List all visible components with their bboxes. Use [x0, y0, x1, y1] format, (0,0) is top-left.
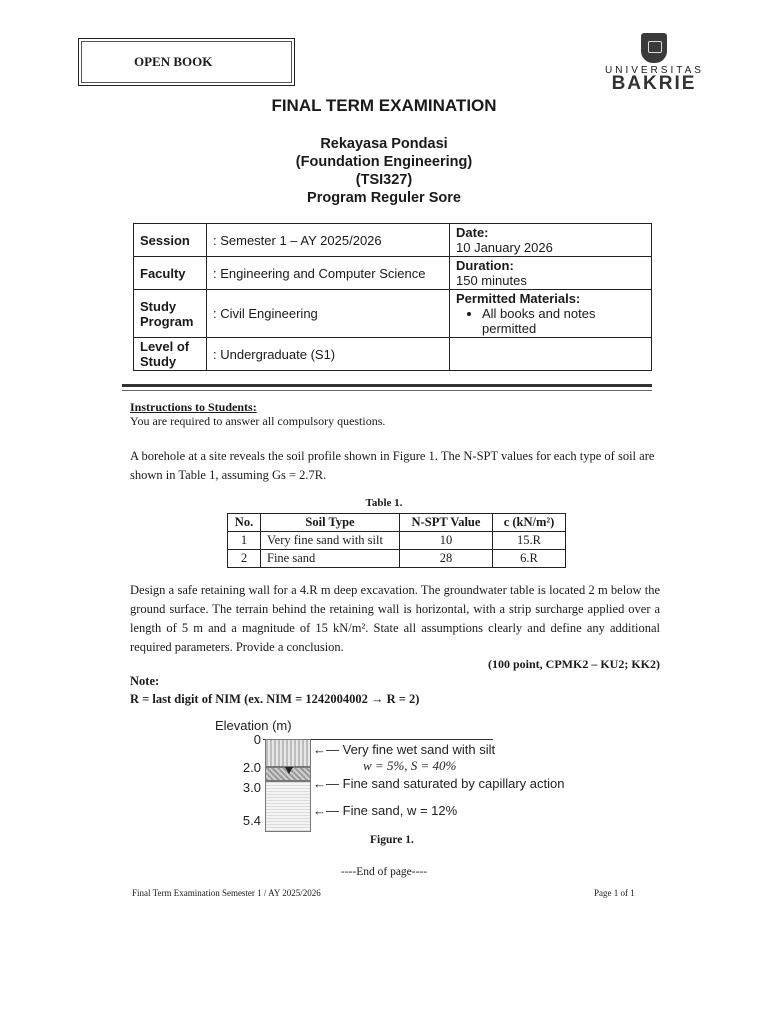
elevation-tick: 3.0 — [242, 780, 261, 795]
layer1-props: w = 5%, S = 40% — [363, 758, 457, 773]
duration-value: 150 minutes — [456, 273, 527, 288]
layer-fine-sand — [265, 781, 311, 832]
table-cell: Very fine sand with silt — [261, 532, 400, 550]
table-cell: 10 — [400, 532, 493, 550]
arrow-left-icon: ←— — [313, 776, 339, 791]
water-table-icon — [285, 767, 293, 774]
materials-cell — [450, 290, 652, 338]
table-row — [228, 532, 566, 550]
divider-thick — [122, 384, 652, 387]
level-value: : Undergraduate (S1) — [207, 338, 450, 371]
table-cell: 15.R — [493, 532, 566, 550]
session-label: Session — [134, 224, 207, 257]
layer1-text: Very fine wet sand with silt — [342, 742, 496, 757]
table-header: c (kN/m²) — [493, 514, 566, 532]
course-program: Program Reguler Sore — [307, 190, 461, 206]
layer2-text: Fine sand saturated by capillary action — [342, 776, 565, 791]
elevation-axis-label: Elevation (m) — [215, 718, 292, 733]
materials-label: Permitted Materials: — [456, 291, 581, 306]
layer3-text: Fine sand, w = 12% — [342, 803, 458, 818]
instructions-heading: Instructions to Students: — [130, 400, 257, 414]
faculty-label: Faculty — [134, 257, 207, 290]
course-code: (TSI327) — [355, 172, 413, 188]
course-name: Rekayasa Pondasi — [320, 136, 448, 152]
study-program-label: Study Program — [134, 290, 207, 338]
session-value: : Semester 1 – AY 2025/2026 — [207, 224, 450, 257]
elevation-tick: 5.4 — [242, 813, 261, 828]
figure-caption: Figure 1. — [370, 834, 414, 846]
question-points: (100 point, CPMK2 – KU2; KK2) — [488, 657, 660, 671]
duration-cell — [450, 257, 652, 290]
date-cell — [450, 224, 652, 257]
date-label: Date: — [456, 225, 489, 240]
table-cell: 6.R — [493, 550, 566, 568]
logo-name-text: BAKRIE — [611, 73, 697, 94]
faculty-value: : Engineering and Computer Science — [207, 257, 450, 290]
table-caption: Table 1. — [365, 497, 403, 509]
materials-list — [456, 306, 645, 336]
soil-table — [227, 513, 566, 568]
level-label: Level of Study — [134, 338, 207, 371]
layer1-label — [313, 742, 495, 757]
date-value: 10 January 2026 — [456, 240, 553, 255]
arrow-left-icon: ←— — [313, 803, 339, 818]
open-book-label: OPEN BOOK — [134, 54, 213, 69]
elevation-tick: 2.0 — [242, 760, 261, 775]
duration-label: Duration: — [456, 258, 514, 273]
soil-profile-figure — [213, 718, 593, 838]
materials-item: • All books and notes permitted — [482, 306, 645, 336]
footer-right: Page 1 of 1 — [594, 888, 635, 898]
end-of-page: ----End of page---- — [340, 866, 428, 878]
elevation-tick: 0 — [253, 732, 261, 747]
course-english: (Foundation Engineering) — [295, 154, 473, 170]
layer2-label — [313, 776, 564, 791]
question-intro: A borehole at a site reveals the soil profile shown in Figure 1. The N-SPT values for each type of soil are shown in Table 1, assuming Gs = 2.7R. — [130, 449, 655, 482]
layer3-label — [313, 803, 457, 818]
table-header: Soil Type — [261, 514, 400, 532]
shield-icon — [641, 33, 667, 63]
note-text: R = last digit of NIM (ex. NIM = 1242004002 → R = 2) — [130, 692, 420, 706]
logo-university-text: UNIVERSITAS — [605, 65, 704, 76]
open-book-box — [78, 38, 295, 86]
divider-thin — [122, 390, 652, 391]
university-logo — [605, 33, 703, 93]
design-question: Design a safe retaining wall for a 4.R m deep excavation. The groundwater table is located 2 m below the ground surface. The terrain behind the retaining wall is horizontal, with a strip surcharge applied over a length of 5 m and a magnitude of 15 kN/m². State all assumptions clearly and define any additional required parameters. Provide a conclusion. — [130, 583, 660, 654]
table-row — [228, 550, 566, 568]
study-program-value: : Civil Engineering — [207, 290, 450, 338]
instructions-text: You are required to answer all compulsory questions. — [130, 414, 386, 428]
table-header: N-SPT Value — [400, 514, 493, 532]
exam-title: FINAL TERM EXAMINATION — [271, 96, 497, 115]
note-label: Note: — [130, 674, 160, 688]
empty-cell — [450, 338, 652, 371]
table-header: No. — [228, 514, 261, 532]
exam-info-table — [133, 223, 652, 371]
table-cell: 2 — [228, 550, 261, 568]
table-cell: 28 — [400, 550, 493, 568]
table-cell: Fine sand — [261, 550, 400, 568]
table-cell: 1 — [228, 532, 261, 550]
arrow-left-icon: ←— — [313, 742, 339, 757]
layer-very-fine-sand — [265, 739, 311, 767]
footer-left: Final Term Examination Semester 1 / AY 2025/2026 — [132, 888, 321, 898]
